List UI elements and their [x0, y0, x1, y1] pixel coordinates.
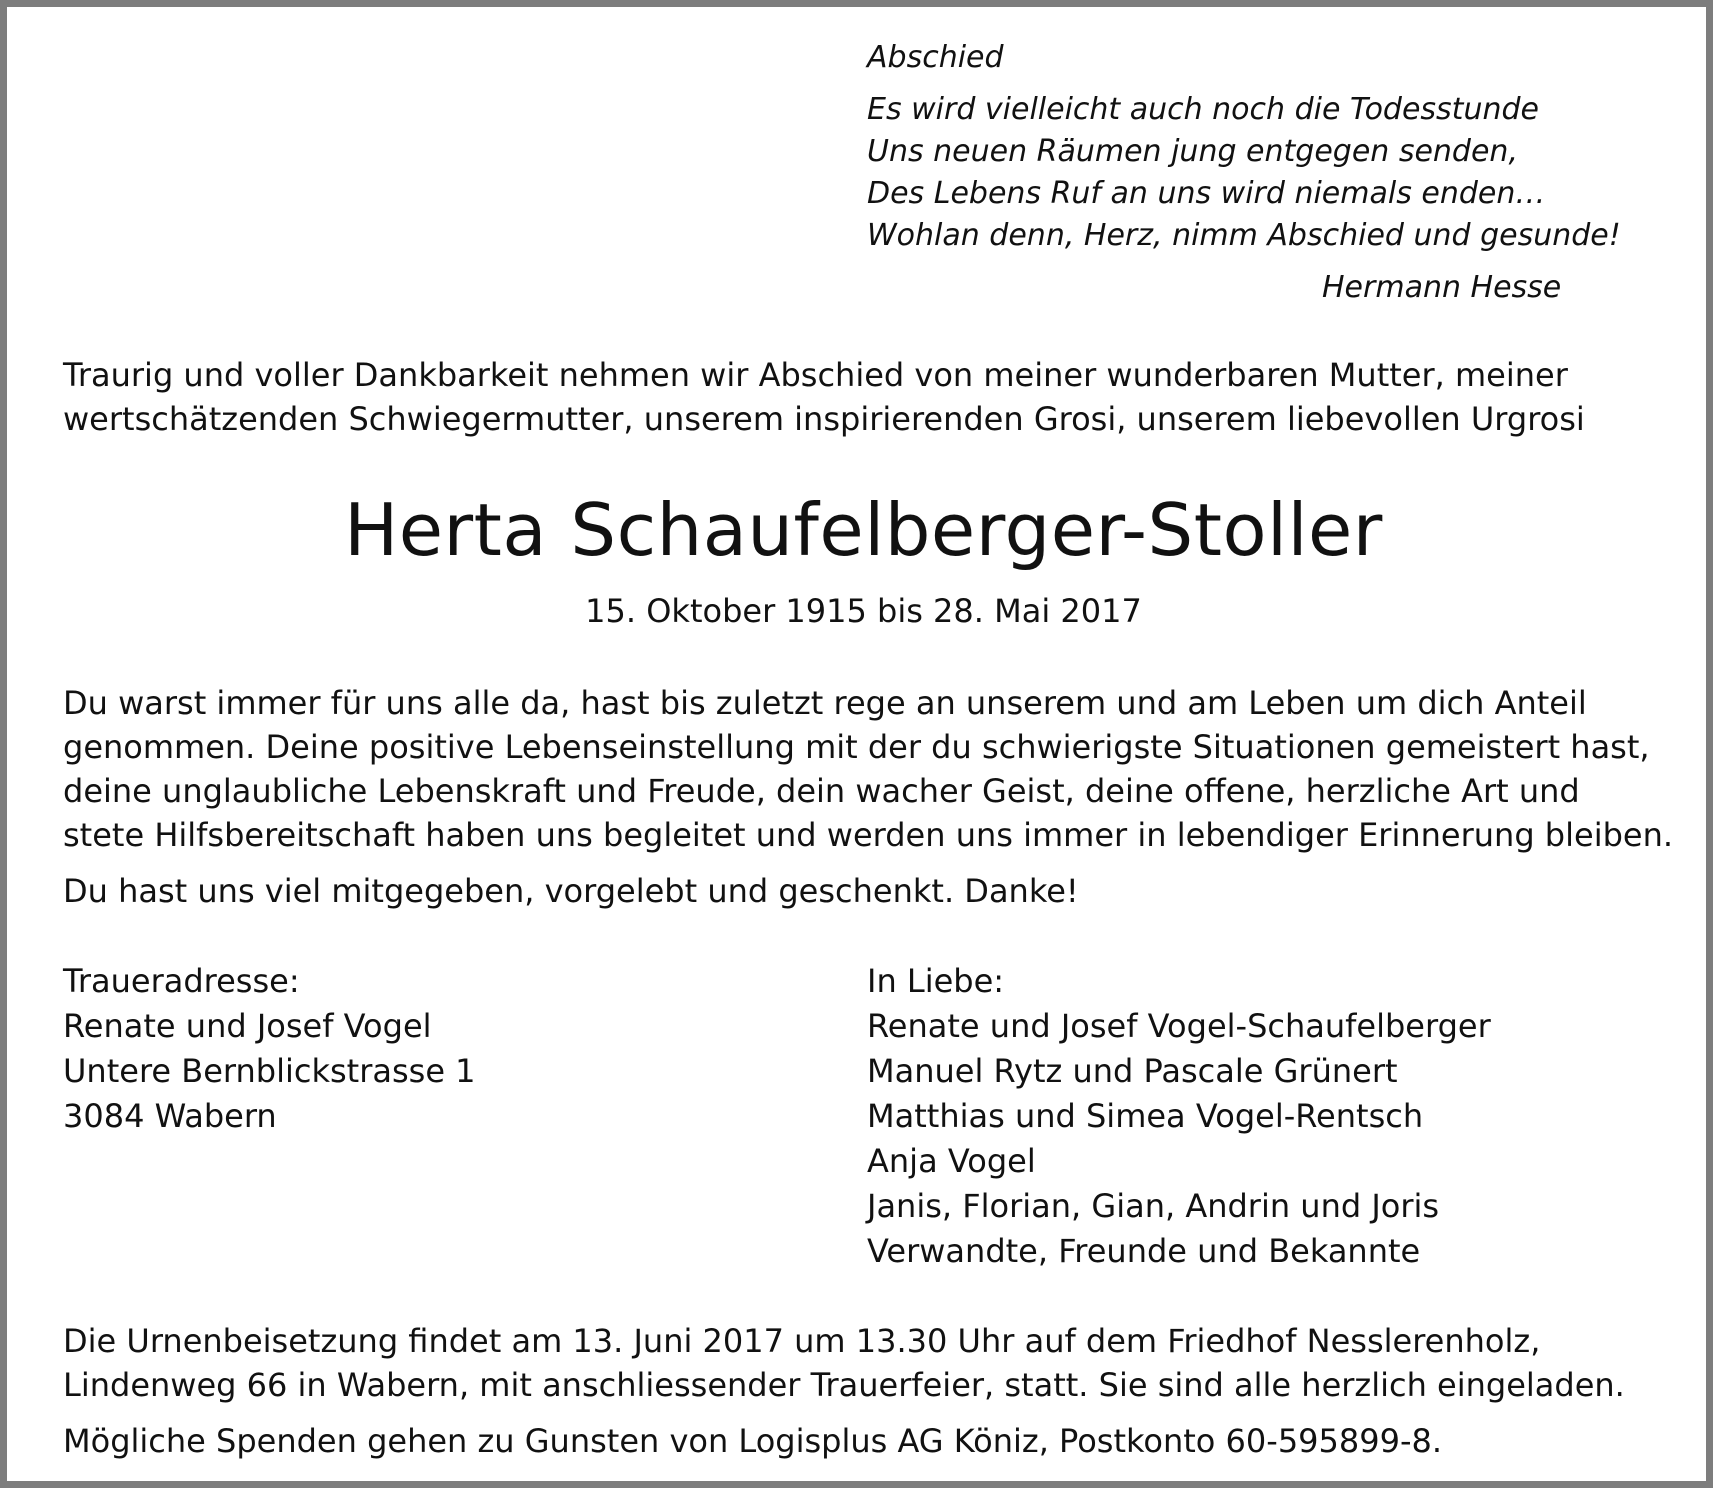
family-line: Matthias und Simea Vogel-Rentsch	[867, 1097, 1424, 1135]
address-label: Traueradresse:	[63, 962, 300, 1000]
deceased-name: Herta Schaufelberger-Stoller	[344, 488, 1383, 572]
intro-line: wertschätzenden Schwiegermutter, unserem inspirierenden Grosi, unserem liebevollen Urgrosi	[63, 400, 1585, 438]
donations-line: Mögliche Spenden gehen zu Gunsten von Logisplus AG Köniz, Postkonto 60-595899-8.	[63, 1422, 1443, 1460]
thanks-line: Du hast uns viel mitgegeben, vorgelebt und geschenkt. Danke!	[63, 872, 1079, 910]
ceremony-line: Die Urnenbeisetzung findet am 13. Juni 2017 um 13.30 Uhr auf dem Friedhof Nesslerenholz,	[63, 1322, 1541, 1360]
family-list	[867, 959, 1491, 1274]
tribute-line: Du warst immer für uns alle da, hast bis zuletzt rege an unserem und am Leben um dich Anteil	[63, 684, 1587, 722]
mourning-address	[63, 959, 476, 1139]
intro-text	[63, 353, 1683, 441]
family-line: Anja Vogel	[867, 1142, 1036, 1180]
family-line: Manuel Rytz und Pascale Grünert	[867, 1052, 1398, 1090]
poem-line: Es wird vielleicht auch noch die Todesstunde	[867, 92, 1539, 127]
address-line: Untere Bernblickstrasse 1	[63, 1052, 476, 1090]
life-dates: 15. Oktober 1915 bis 28. Mai 2017	[585, 592, 1142, 630]
tribute-text	[63, 681, 1683, 857]
family-line: Renate und Josef Vogel-Schaufelberger	[867, 1007, 1491, 1045]
poem-line: Wohlan denn, Herz, nimm Abschied und gesunde!	[867, 218, 1621, 253]
family-line: Janis, Florian, Gian, Andrin und Joris	[867, 1187, 1440, 1225]
poem-line: Uns neuen Räumen jung entgegen senden,	[867, 134, 1518, 169]
ceremony-line: Lindenweg 66 in Wabern, mit anschliessender Trauerfeier, statt. Sie sind alle herzlich eingeladen.	[63, 1366, 1625, 1404]
address-line: Renate und Josef Vogel	[63, 1007, 432, 1045]
intro-line: Traurig und voller Dankbarkeit nehmen wir Abschied von meiner wunderbaren Mutter, meiner	[63, 356, 1568, 394]
poem	[867, 37, 1657, 305]
tribute-line: deine unglaubliche Lebenskraft und Freude, dein wacher Geist, deine offene, herzliche Art und	[63, 772, 1580, 810]
address-line: 3084 Wabern	[63, 1097, 277, 1135]
poem-author: Hermann Hesse	[1322, 270, 1562, 305]
poem-line: Des Lebens Ruf an uns wird niemals enden…	[867, 176, 1546, 211]
tribute-line: genommen. Deine positive Lebenseinstellung mit der du schwierigste Situationen gemeistert hast,	[63, 728, 1650, 766]
family-line: Verwandte, Freunde und Bekannte	[867, 1232, 1421, 1270]
thanks-text	[63, 869, 1683, 913]
family-label: In Liebe:	[867, 962, 1005, 1000]
ceremony-text	[63, 1319, 1683, 1407]
donations-text	[63, 1419, 1683, 1463]
tribute-line: stete Hilfsbereitschaft haben uns begleitet und werden uns immer in lebendiger Erinnerung bleiben.	[63, 816, 1674, 854]
poem-title: Abschied	[867, 40, 1004, 75]
